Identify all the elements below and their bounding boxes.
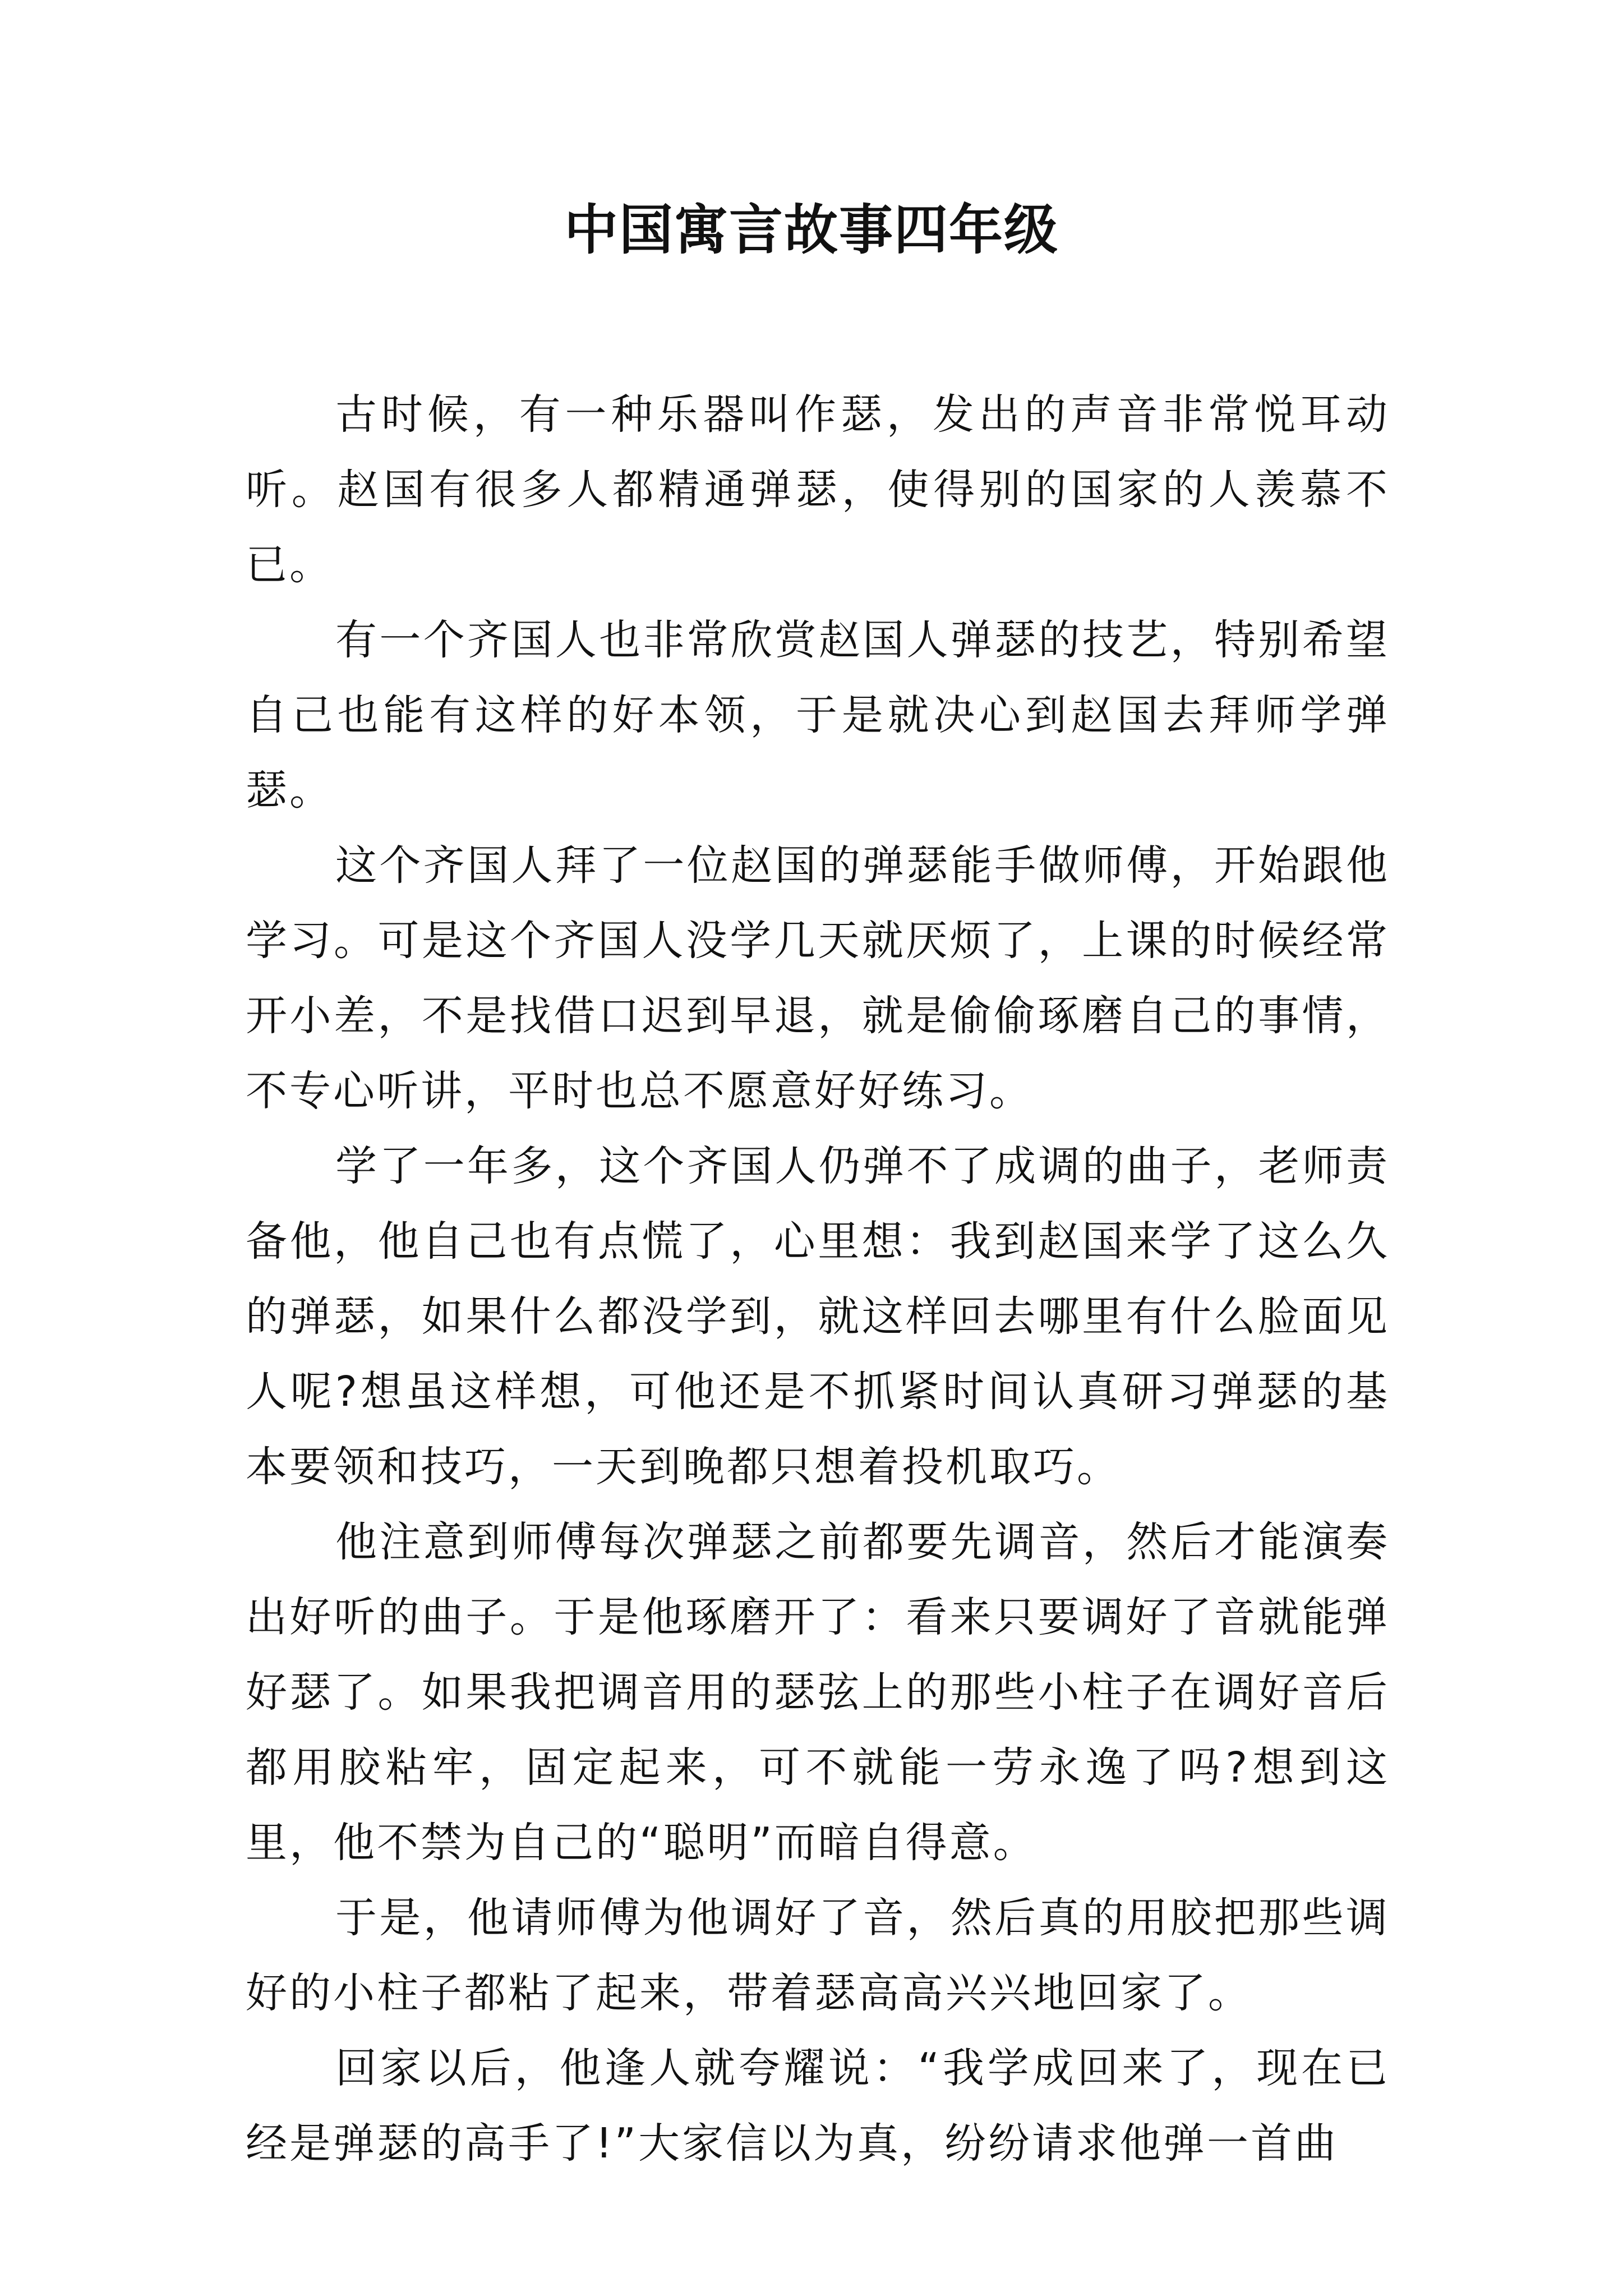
paragraph: 于是，他请师傅为他调好了音，然后真的用胶把那些调好的小柱子都粘了起来，带着瑟高高兴兴地回家了。 — [246, 1894, 1390, 2017]
paragraph: 他注意到师傅每次弹瑟之前都要先调音，然后才能演奏出好听的曲子。于是他琢磨开了：看来只要调好了音就能弹好瑟了。如果我把调音用的瑟弦上的那些小柱子在调好音后都用胶粘牢，固定起来，可不就能一劳永逸了吗?想到这里，他不禁为自己的“聪明”而暗自得意。 — [246, 1518, 1390, 1867]
paragraph: 古时候，有一种乐器叫作瑟，发出的声音非常悦耳动听。赵国有很多人都精通弹瑟，使得别的国家的人羡慕不已。 — [246, 390, 1390, 589]
document-body — [246, 377, 1390, 2181]
document-title: 中国寓言故事四年级 — [564, 198, 1059, 261]
paragraph: 有一个齐国人也非常欣赏赵国人弹瑟的技艺，特别希望自己也能有这样的好本领，于是就决心到赵国去拜师学弹瑟。 — [246, 616, 1390, 815]
paragraph: 这个齐国人拜了一位赵国的弹瑟能手做师傅，开始跟他学习。可是这个齐国人没学几天就厌烦了，上课的时候经常开小差，不是找借口迟到早退，就是偷偷琢磨自己的事情，不专心听讲，平时也总不愿意好好练习。 — [246, 841, 1390, 1115]
paragraph: 回家以后，他逢人就夸耀说：“我学成回来了，现在已经是弹瑟的高手了!”大家信以为真，纷纷请求他弹一首曲 — [246, 2044, 1390, 2168]
paragraph: 学了一年多，这个齐国人仍弹不了成调的曲子，老师责备他，他自己也有点慌了，心里想：我到赵国来学了这么久的弹瑟，如果什么都没学到，就这样回去哪里有什么脸面见人呢?想虽这样想，可他还是不抓紧时间认真研习弹瑟的基本要领和技巧，一天到晚都只想着投机取巧。 — [246, 1142, 1390, 1491]
